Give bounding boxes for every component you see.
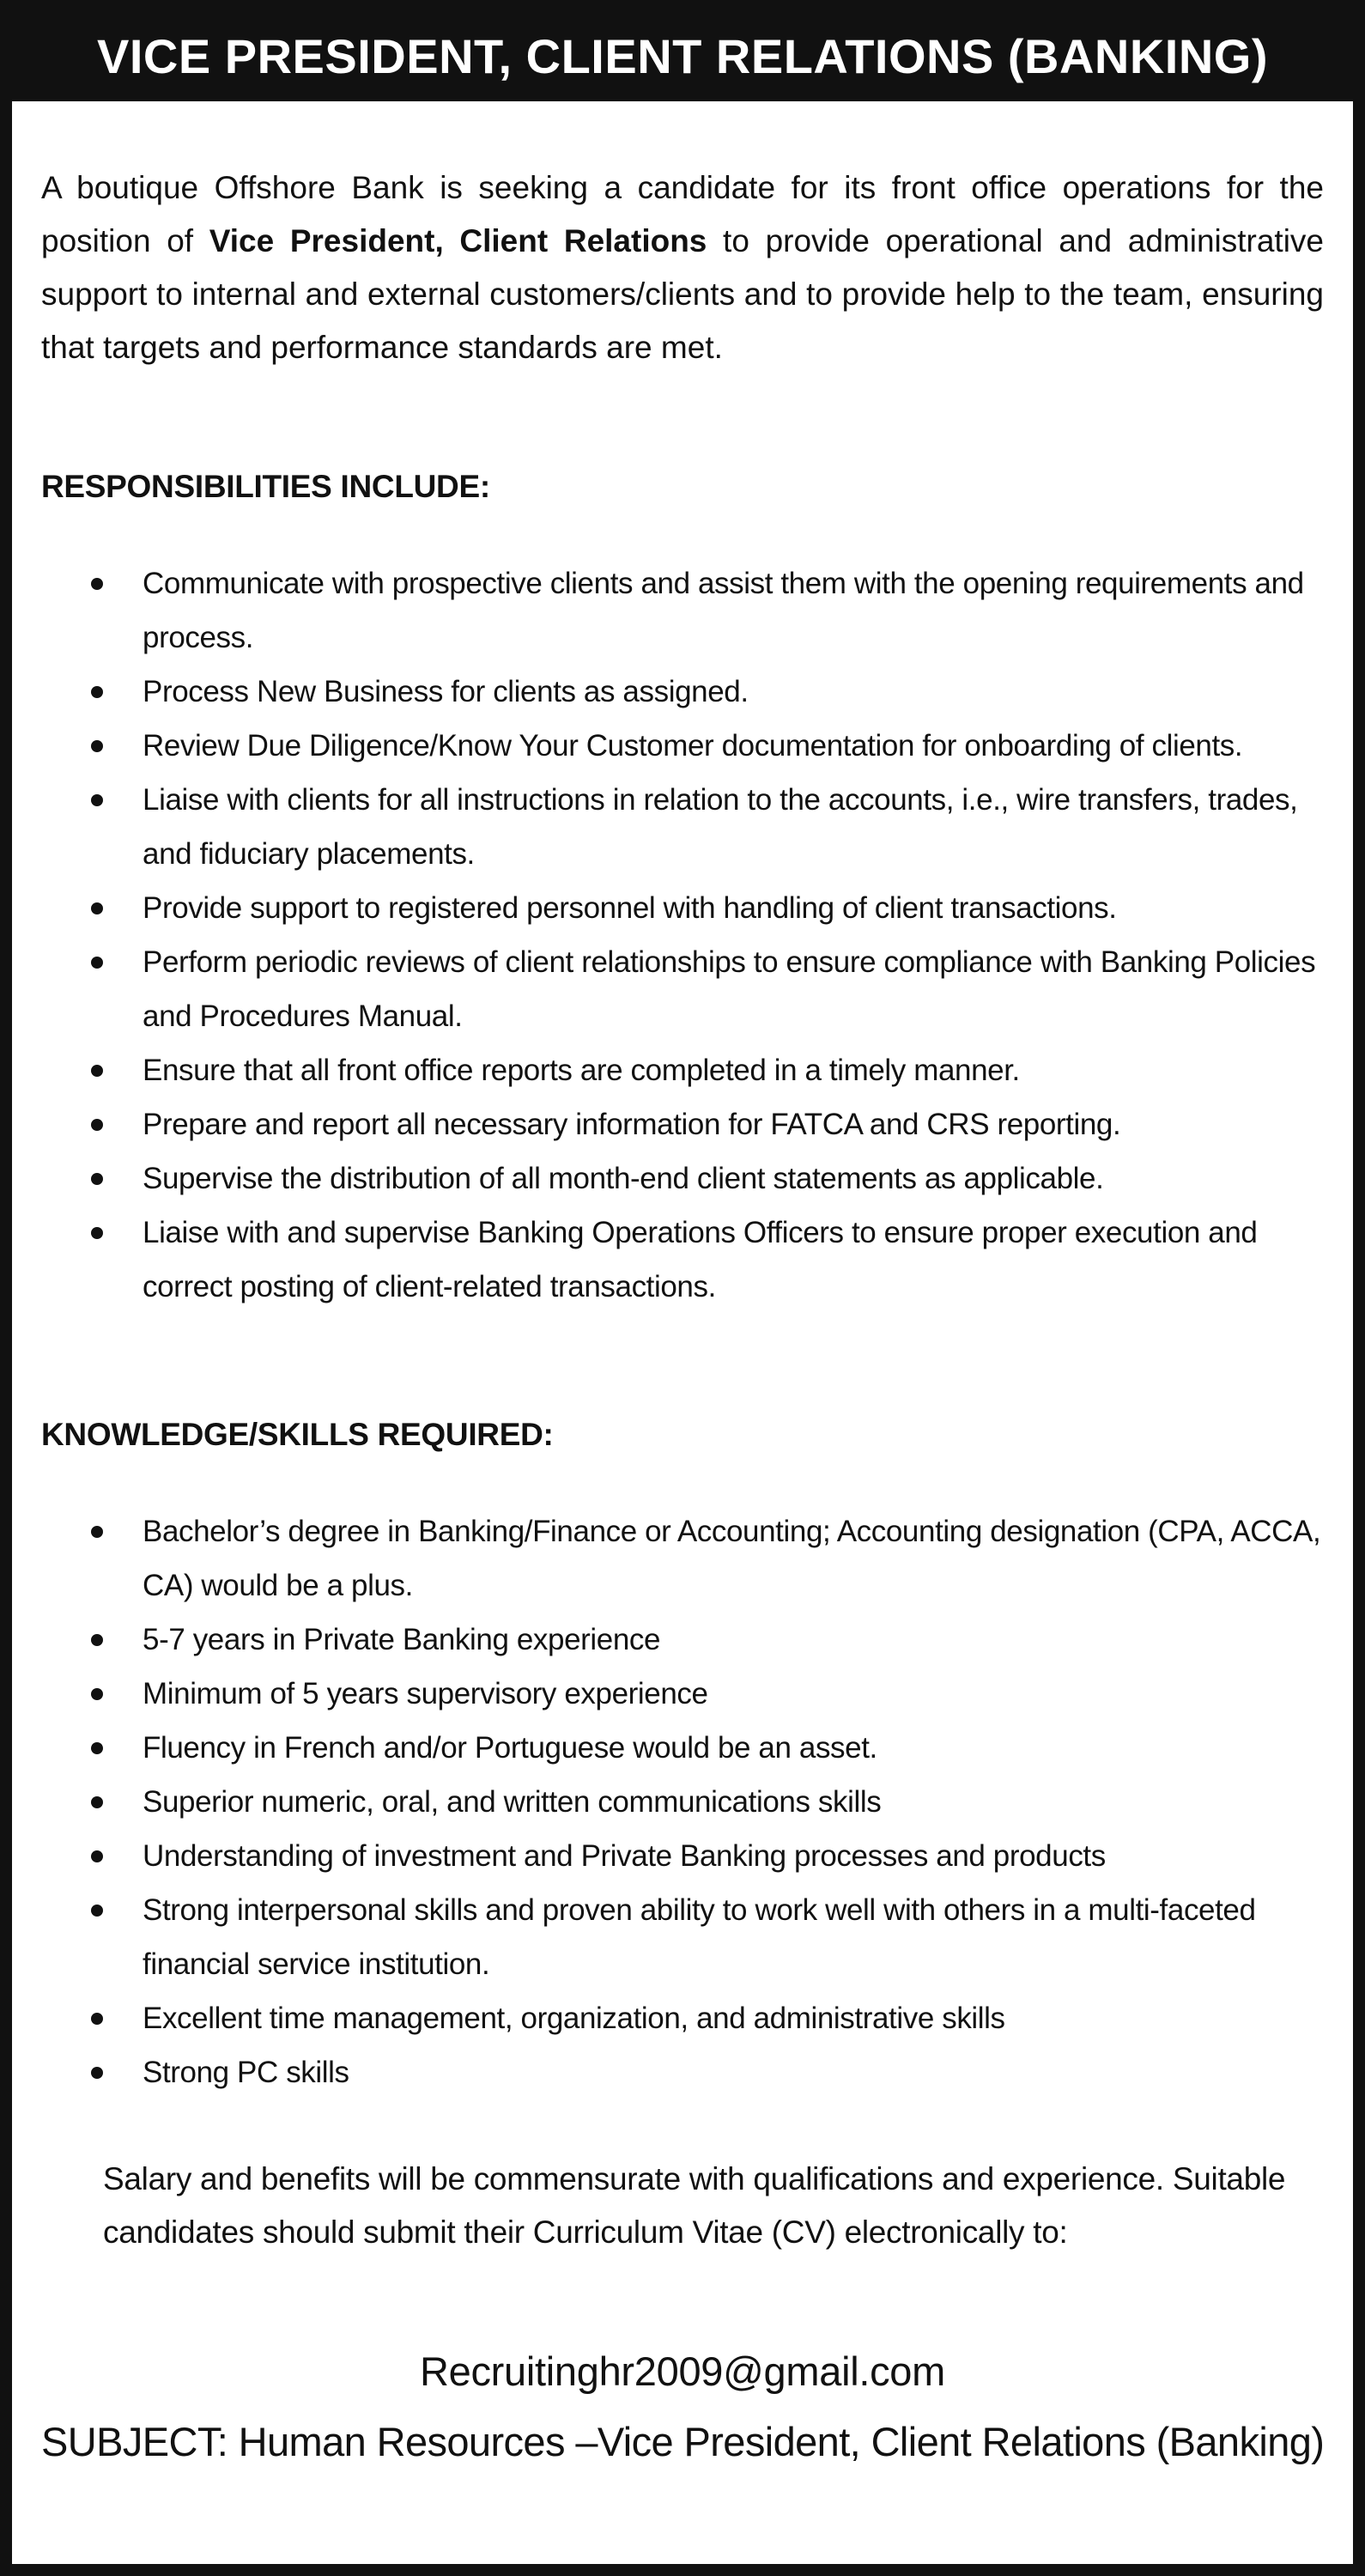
intro-text-end: to provide operational and administrative support to internal and external customers/clients and to provide help to the team, ensuring that targets and performance standards are met.: [41, 223, 1324, 365]
list-item-text: 5-7 years in Private Banking experience: [143, 1623, 661, 1656]
bullet-icon: [91, 686, 103, 698]
closing-paragraph: Salary and benefits will be commensurate with qualifications and experience. Suitable candidates should submit their Curriculum Vitae (CV) electronically to:: [103, 2161, 1286, 2250]
list-item: [143, 1775, 1324, 1829]
list-item: [143, 935, 1324, 1043]
list-item-text: Provide support to registered personnel with handling of client transactions.: [143, 891, 1117, 925]
bullet-icon: [91, 1634, 103, 1646]
intro-text-start: A boutique Offshore Bank is seeking a candidate for its front office operations for the position of: [41, 170, 1324, 258]
list-item-text: Supervise the distribution of all month-end client statements as applicable.: [143, 1162, 1104, 1195]
bullet-icon: [91, 1905, 103, 1917]
list-item-text: Strong interpersonal skills and proven ability to work well with others in a multi-faceted financial service institution.: [143, 1893, 1256, 1981]
bullet-icon: [91, 902, 103, 914]
list-item: [143, 773, 1324, 881]
list-item: [143, 1043, 1324, 1097]
contact-block: [41, 2336, 1324, 2477]
list-item-text: Bachelor’s degree in Banking/Finance or Accounting; Accounting designation (CPA, ACCA, CA) would be a plus.: [143, 1515, 1321, 1602]
email-subject-line: SUBJECT: Human Resources –Vice President, Client Relations (Banking): [41, 2419, 1325, 2464]
list-item-text: Excellent time management, organization, and administrative skills: [143, 2002, 1005, 2035]
bullet-icon: [91, 1119, 103, 1131]
page-title: VICE PRESIDENT, CLIENT RELATIONS (BANKING): [96, 28, 1268, 83]
list-item-text: Prepare and report all necessary information for FATCA and CRS reporting.: [143, 1108, 1121, 1141]
position-name: Vice President, Client Relations: [209, 223, 707, 258]
list-item: [143, 1667, 1324, 1721]
list-item-text: Liaise with clients for all instructions in relation to the accounts, i.e., wire transfers, trades, and fiduciary placements.: [143, 783, 1298, 871]
list-item: [143, 719, 1324, 773]
header-bar: [10, 10, 1355, 101]
bullet-icon: [91, 1688, 103, 1700]
bullet-icon: [91, 957, 103, 969]
list-item-text: Understanding of investment and Private Banking processes and products: [143, 1839, 1106, 1873]
list-item: [143, 881, 1324, 935]
bullet-icon: [91, 2067, 103, 2079]
list-item: [143, 1883, 1324, 1991]
list-item-text: Ensure that all front office reports are completed in a timely manner.: [143, 1054, 1020, 1087]
bullet-icon: [91, 1526, 103, 1538]
list-item: [143, 556, 1324, 665]
list-item-text: Liaise with and supervise Banking Operations Officers to ensure proper execution and correct posting of client-related transactions.: [143, 1216, 1258, 1303]
bullet-icon: [91, 2013, 103, 2025]
bullet-icon: [91, 1796, 103, 1808]
ad-content: [12, 101, 1353, 2477]
bullet-icon: [91, 794, 103, 806]
bullet-icon: [91, 1850, 103, 1862]
contact-email: Recruitinghr2009@gmail.com: [419, 2348, 945, 2394]
list-item: [143, 1721, 1324, 1775]
list-item-text: Perform periodic reviews of client relationships to ensure compliance with Banking Policies and Procedures Manual.: [143, 945, 1316, 1033]
list-item: [143, 1991, 1324, 2045]
list-item: [143, 2045, 1324, 2099]
bullet-icon: [91, 1173, 103, 1185]
list-item-text: Superior numeric, oral, and written communications skills: [143, 1785, 882, 1819]
list-item: [143, 1504, 1324, 1613]
responsibilities-heading: RESPONSIBILITIES INCLUDE:: [41, 469, 490, 504]
list-item-text: Fluency in French and/or Portuguese would be an asset.: [143, 1731, 877, 1765]
list-item-text: Communicate with prospective clients and assist them with the opening requirements and process.: [143, 567, 1304, 654]
bullet-icon: [91, 740, 103, 752]
intro-paragraph: [41, 161, 1324, 374]
list-item: [143, 1829, 1324, 1883]
list-item-text: Minimum of 5 years supervisory experience: [143, 1677, 708, 1710]
bullet-icon: [91, 1742, 103, 1754]
list-item: [143, 1613, 1324, 1667]
list-item: [143, 1206, 1324, 1314]
list-item: [143, 665, 1324, 719]
list-item-text: Process New Business for clients as assigned.: [143, 675, 749, 708]
responsibilities-list: [41, 556, 1324, 1314]
bullet-icon: [91, 1065, 103, 1077]
skills-heading: KNOWLEDGE/SKILLS REQUIRED:: [41, 1417, 554, 1452]
list-item-text: Strong PC skills: [143, 2056, 349, 2089]
list-item-text: Review Due Diligence/Know Your Customer documentation for onboarding of clients.: [143, 729, 1243, 762]
skills-list: [41, 1504, 1324, 2099]
bullet-icon: [91, 578, 103, 590]
bullet-icon: [91, 1227, 103, 1239]
list-item: [143, 1097, 1324, 1151]
list-item: [143, 1151, 1324, 1206]
